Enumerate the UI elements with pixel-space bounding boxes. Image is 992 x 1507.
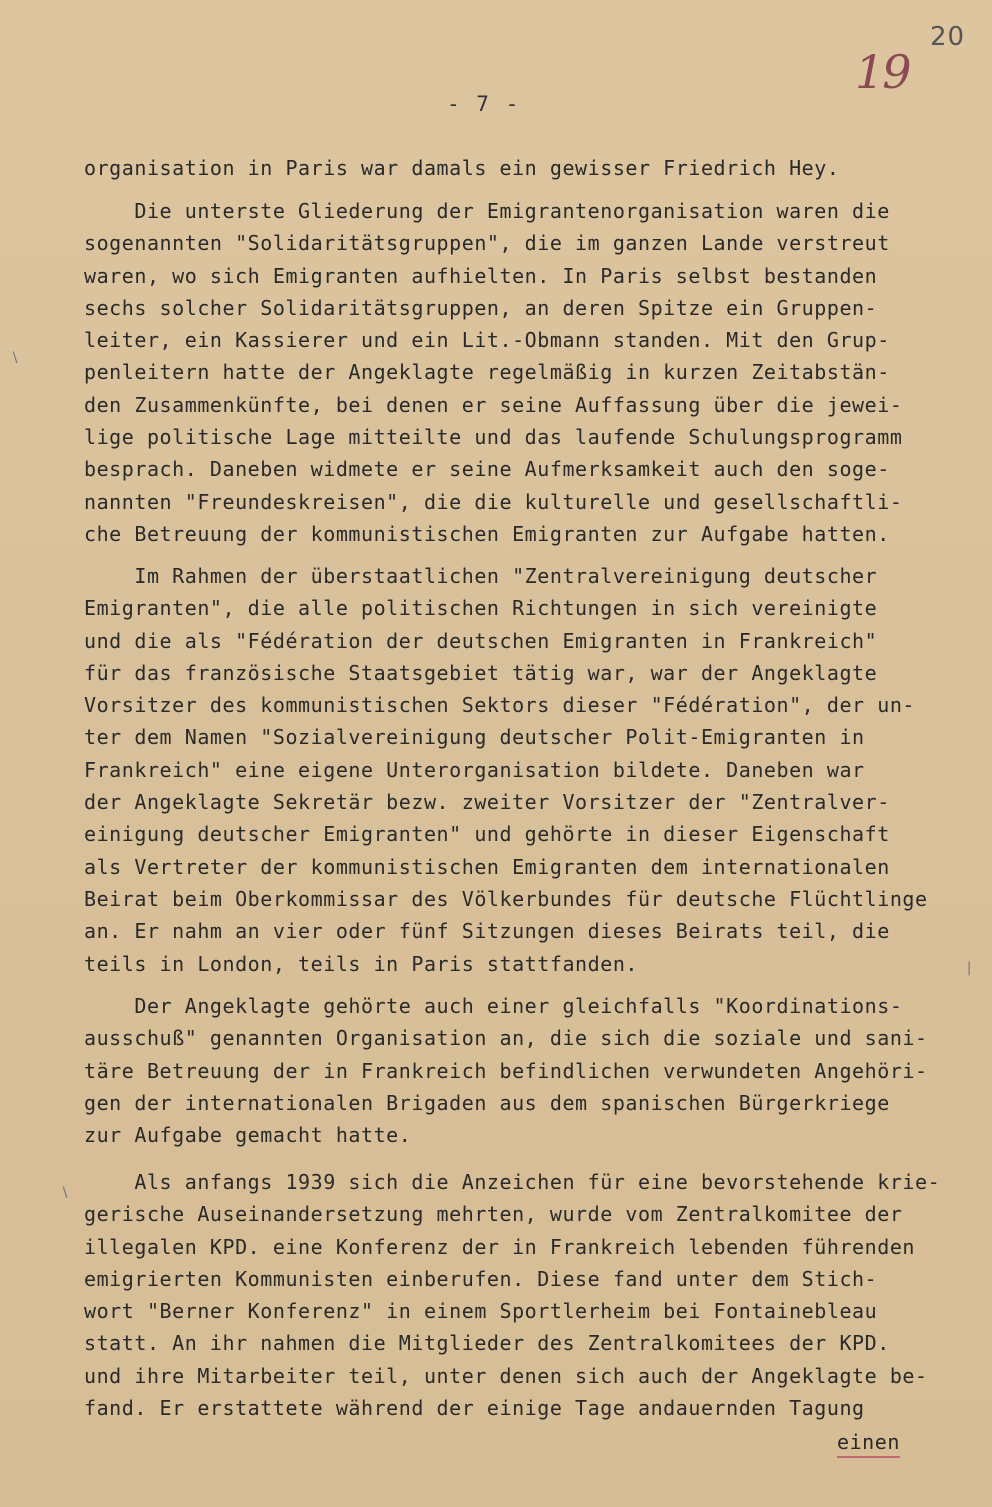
text-line: waren, wo sich Emigranten aufhielten. In Paris selbst bestanden bbox=[84, 263, 878, 288]
text-line: ter dem Namen "Sozialvereinigung deutscher Polit-Emigranten in bbox=[84, 725, 865, 750]
text-line: organisation in Paris war damals ein gewisser Friedrich Hey. bbox=[84, 156, 840, 180]
paragraph-2 bbox=[84, 195, 964, 550]
text-line: Emigranten", die alle politischen Richtungen in sich vereinigte bbox=[84, 596, 878, 621]
text-line: ausschuß" genannten Organisation an, die sich die soziale und sani- bbox=[84, 1026, 928, 1051]
page-number: - 7 - bbox=[447, 92, 521, 116]
handwritten-folio-number: 19 bbox=[855, 45, 910, 99]
text-line: für das französische Staatsgebiet tätig war, war der Angeklagte bbox=[84, 660, 878, 685]
text-line: besprach. Daneben widmete er seine Aufmerksamkeit auch den soge- bbox=[84, 457, 890, 482]
text-line: sechs solcher Solidaritätsgruppen, an deren Spitze ein Gruppen- bbox=[84, 295, 878, 320]
text-line: täre Betreuung der in Frankreich befindlichen verwundeten Angehöri- bbox=[84, 1058, 928, 1083]
text-line: fand. Er erstattete während der einige Tage andauernden Tagung bbox=[84, 1396, 865, 1421]
text-line: che Betreuung der kommunistischen Emigranten zur Aufgabe hatten. bbox=[84, 521, 890, 546]
text-line: einigung deutscher Emigranten" und gehörte in dieser Eigenschaft bbox=[84, 822, 890, 847]
margin-mark: ∖ bbox=[60, 1185, 69, 1201]
text-line: Vorsitzer des kommunistischen Sektors dieser "Fédération", der un- bbox=[84, 693, 916, 718]
paragraph-4 bbox=[84, 990, 964, 1151]
text-line: der Angeklagte Sekretär bezw. zweiter Vorsitzer der "Zentralver- bbox=[84, 790, 890, 815]
text-line: lige politische Lage mitteilte und das laufende Schulungsprogramm bbox=[84, 425, 903, 450]
text-line: sogenannten "Solidaritätsgruppen", die im ganzen Lande verstreut bbox=[84, 231, 890, 256]
margin-mark: ∖ bbox=[10, 350, 19, 366]
paragraph-3 bbox=[84, 560, 964, 980]
text-line: gen der internationalen Brigaden aus dem spanischen Bürgerkriege bbox=[84, 1090, 890, 1115]
text-line: und ihre Mitarbeiter teil, unter denen sich auch der Angeklagte be- bbox=[84, 1363, 928, 1388]
text-line: und die als "Fédération der deutschen Emigranten in Frankreich" bbox=[84, 628, 878, 653]
text-line: gerische Auseinandersetzung mehrten, wurde vom Zentralkomitee der bbox=[84, 1202, 903, 1227]
text-line: zur Aufgabe gemacht hatte. bbox=[84, 1123, 412, 1148]
paragraph-1 bbox=[84, 152, 964, 184]
text-line: illegalen KPD. eine Konferenz der in Frankreich lebenden führenden bbox=[84, 1234, 916, 1259]
text-line: Im Rahmen der überstaatlichen "Zentralvereinigung deutscher bbox=[84, 564, 878, 588]
text-line: Beirat beim Oberkommissar des Völkerbundes für deutsche Flüchtlinge bbox=[84, 886, 928, 911]
text-line: als Vertreter der kommunistischen Emigranten dem internationalen bbox=[84, 854, 890, 879]
stamp-number: 20 bbox=[930, 22, 966, 52]
text-line: den Zusammenkünfte, bei denen er seine Auffassung über die jewei- bbox=[84, 392, 903, 417]
text-line: Frankreich" eine eigene Unterorganisation bildete. Daneben war bbox=[84, 757, 865, 782]
text-line: an. Er nahm an vier oder fünf Sitzungen dieses Beirats teil, die bbox=[84, 919, 890, 944]
catchword: einen bbox=[837, 1428, 900, 1458]
text-line: penleitern hatte der Angeklagte regelmäßig in kurzen Zeitabstän- bbox=[84, 360, 890, 385]
text-line: teils in London, teils in Paris stattfanden. bbox=[84, 951, 639, 976]
text-line: leiter, ein Kassierer und ein Lit.-Obmann standen. Mit den Grup- bbox=[84, 328, 890, 353]
margin-mark: ∣ bbox=[965, 960, 974, 976]
text-line: emigrierten Kommunisten einberufen. Diese fand unter dem Stich- bbox=[84, 1266, 878, 1291]
paragraph-5 bbox=[84, 1166, 964, 1424]
text-line: Der Angeklagte gehörte auch einer gleichfalls "Koordinations- bbox=[84, 994, 903, 1018]
text-line: wort "Berner Konferenz" in einem Sportlerheim bei Fontainebleau bbox=[84, 1299, 878, 1324]
text-line: Als anfangs 1939 sich die Anzeichen für eine bevorstehende krie- bbox=[84, 1170, 941, 1194]
text-line: nannten "Freundeskreisen", die die kulturelle und gesellschaftli- bbox=[84, 489, 903, 514]
text-line: statt. An ihr nahmen die Mitglieder des Zentralkomitees der KPD. bbox=[84, 1331, 890, 1356]
text-line: Die unterste Gliederung der Emigrantenorganisation waren die bbox=[84, 199, 890, 223]
